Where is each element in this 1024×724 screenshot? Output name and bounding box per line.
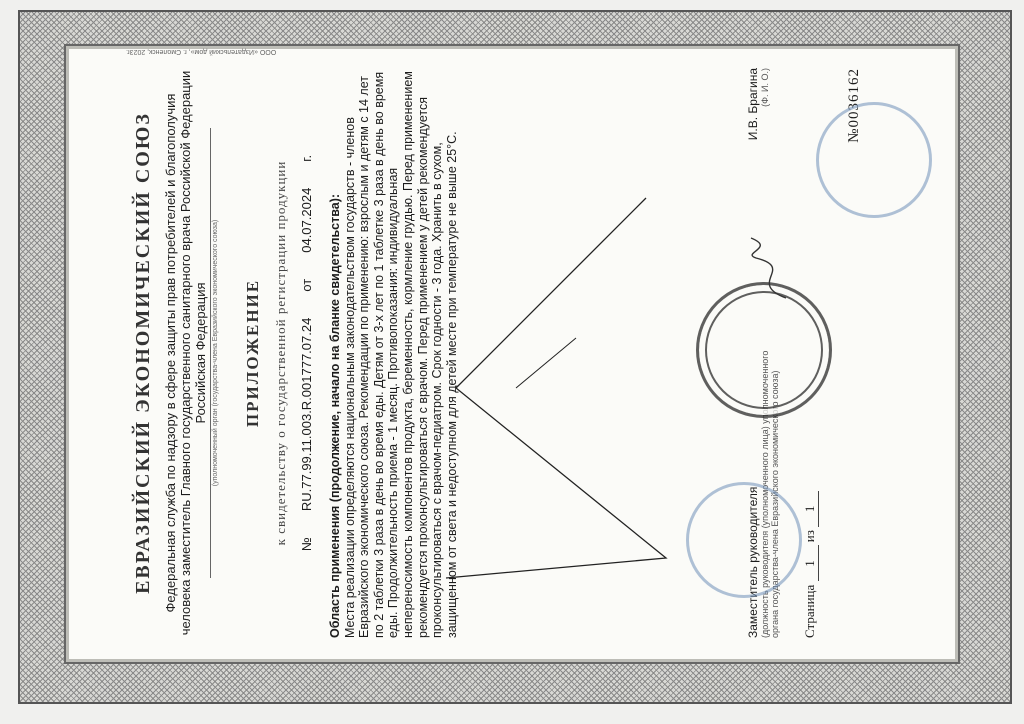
page-of: из — [802, 530, 817, 543]
registration-number: RU.77.99.11.003.R.001777.07.24 — [299, 317, 314, 512]
z-dash-mark — [416, 78, 676, 638]
doc-title: ПРИЛОЖЕНИЕ — [243, 278, 262, 428]
scope-text: Места реализации определяются национальным законодательством государств - членов Евразийского экономического союза. Рекомендации по применению: взрослым и детям с 14 лет по 2 таблетки 3 раза в день во время еды. Детям от 3-х лет по 1 таблетке 3 раза в день во время еды. Продолжительность приема - 1 месяц. Противопоказания: индивидуальная непереносимость компонентов продукта, беременность, кормление грудью. Перед применением рекомендуется проконсультироваться с врачом. Перед применением у детей рекомендуется проконсультироваться с врачом-педиатром. Срок годности - 3 года. Хранить в сухом, защищенном от света и недоступном для детей месте при температуре не выше 25°С. — [342, 71, 459, 638]
signature-icon — [736, 228, 806, 308]
from-word: от — [299, 278, 314, 292]
content — [126, 68, 926, 638]
scope-heading: Область применения (продолжение, начало на бланке свидетельства): — [328, 193, 342, 638]
registration-line — [299, 68, 314, 638]
printer-line: ООО «Издательский дом», г. Смоленск, 2023г. — [126, 48, 277, 55]
rotated-page — [66, 46, 958, 662]
registration-date: 04.07.2024 — [299, 187, 314, 253]
signer-caption-left: (должность руководителя (уполномоченного лица) уполномоченного органа государства-члена Евразийского экономического союза) — [760, 350, 780, 638]
signer-title: Заместитель руководителя — [746, 486, 760, 638]
union-header: ЕВРАЗИЙСКИЙ ЭКОНОМИЧЕСКИЙ СОЮЗ — [132, 112, 154, 594]
agency-name: Федеральная служба по надзору в сфере защиты прав потребителей и благополучия человека заместитель Главного государственного санитарного врача Российской Федерации — [163, 70, 193, 636]
page-label: Страница — [802, 584, 817, 638]
document-serial: №0036162 — [846, 68, 862, 143]
page-number: 1 — [802, 545, 819, 581]
blue-stamp-icon — [816, 102, 932, 218]
num-prefix: № — [299, 537, 314, 552]
signer-name: И.В. Брагина — [746, 68, 760, 141]
agency-country: Российская Федерация — [193, 282, 208, 424]
document-body — [64, 44, 960, 664]
page-total: 1 — [802, 491, 819, 527]
blue-stamp-icon — [686, 482, 802, 598]
year-suffix: г. — [299, 154, 314, 162]
doc-subtitle: к свидетельству о государственной регистрации продукции — [273, 160, 288, 546]
agency-caption: (уполномоченный орган (государства-члена Евразийского экономического союза) — [210, 128, 219, 578]
signer-caption-right: (Ф. И. О.) — [760, 68, 770, 107]
